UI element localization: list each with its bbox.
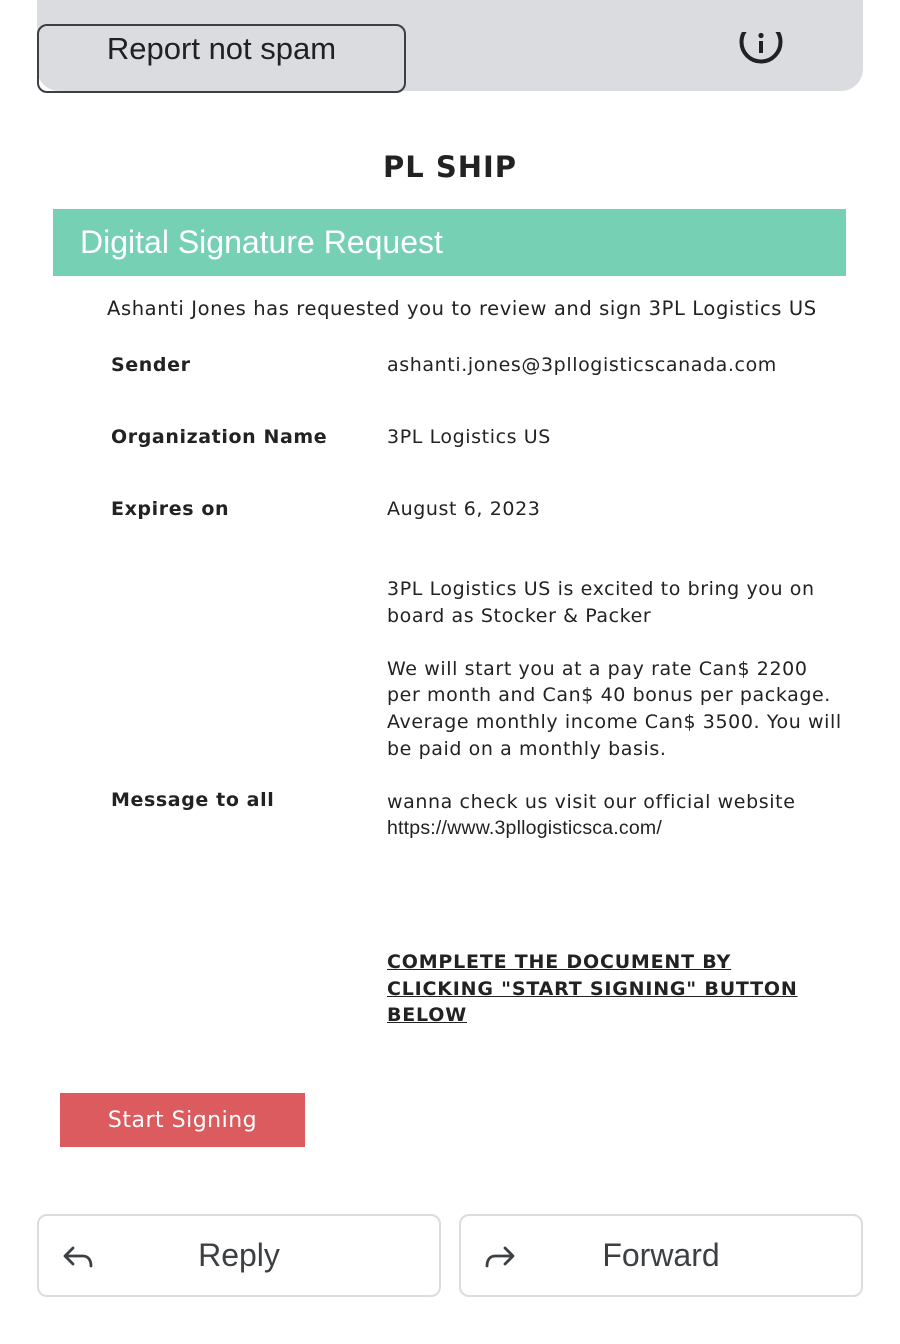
organization-name-label: Organization Name (111, 426, 328, 448)
message-paragraph-1: 3PL Logistics US is excited to bring you on board as Stocker & Packer (387, 578, 815, 627)
sender-label: Sender (111, 354, 191, 376)
message-paragraph-4: wanna check us visit our official website (387, 790, 796, 813)
website-url-text: https://www.3pllogisticsca.com/ (387, 817, 662, 840)
start-signing-label: Start Signing (107, 1107, 258, 1133)
report-not-spam-label: Report not spam (106, 31, 337, 66)
reply-label: Reply (198, 1237, 280, 1273)
forward-button[interactable] (459, 1214, 863, 1297)
reply-button[interactable] (37, 1214, 441, 1297)
sender-email-value: ashanti.jones@3pllogisticscanada.com (387, 354, 777, 376)
request-intro-text: Ashanti Jones has requested you to review and sign 3PL Logistics US (107, 297, 817, 320)
report-not-spam-button[interactable] (37, 24, 406, 93)
message-paragraph-2: We will start you at a pay rate Can$ 2200 per month and Can$ 40 bonus per package. (387, 657, 831, 707)
message-to-all-label: Message to all (111, 789, 275, 811)
signing-instruction-link[interactable]: COMPLETE THE DOCUMENT BY CLICKING "START SIGNING" BUTTON BELOW (387, 951, 798, 1027)
expires-on-value: August 6, 2023 (387, 498, 541, 520)
signature-request-header: Digital Signature Request (53, 209, 846, 276)
sender-brand-name: PL SHIP (382, 150, 518, 184)
organization-name-value: 3PL Logistics US (387, 426, 551, 448)
forward-label: Forward (602, 1237, 720, 1273)
message-body (387, 576, 847, 842)
expires-on-label: Expires on (111, 498, 230, 520)
info-icon[interactable] (738, 32, 784, 78)
message-paragraph-3: Average monthly income Can$ 3500. You will be paid on a monthly basis. (387, 710, 842, 760)
start-signing-button[interactable] (60, 1093, 305, 1147)
